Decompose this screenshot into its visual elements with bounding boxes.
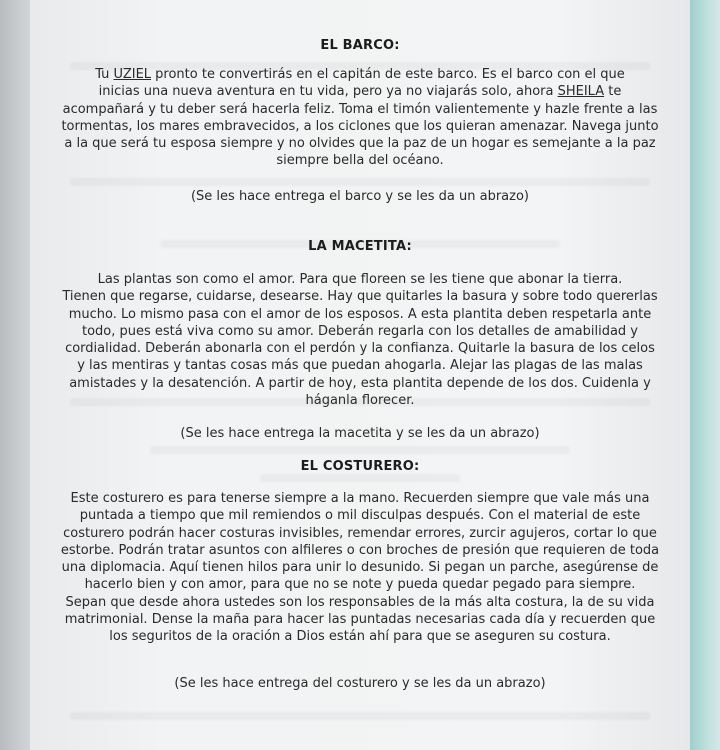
- bleed-through-mark: [70, 712, 650, 720]
- body-line: a la que será tu esposa siempre y no olvides que la paz de un hogar es semejante a la paz: [64, 136, 656, 152]
- body-line: Tienen que regarse, cuidarse, desearse. Hay que quitarles la basura y sobre todo quererlas: [62, 289, 658, 305]
- body-line: todo, pues está viva como su amor. Deberán regarla con los detalles de amabilidad y: [82, 323, 638, 339]
- body-line: los seguritos de la oración a Dios están ahí para que se aseguren su costura.: [109, 629, 611, 645]
- section-caption-macetita: (Se les hace entrega la macetita y se les da un abrazo): [180, 426, 540, 441]
- body-line: puntada a tiempo que mil remiendos o mil disculpas después. Con el material de este: [79, 508, 641, 524]
- section-body-barco: [44, 66, 676, 170]
- bleed-through-mark: [260, 474, 460, 482]
- body-line: una diplomacia. Aquí tienen hilos para unir lo desunido. Si pegan un parche, asegúrense de: [61, 560, 659, 576]
- body-line: Este costurero es para tenerse siempre a la mano. Recuerden siempre que vale más una: [70, 491, 650, 506]
- document-page: [30, 0, 690, 750]
- body-line: háganla florecer.: [305, 393, 415, 409]
- section-heading-barco: EL BARCO:: [320, 38, 400, 53]
- body-line: tormentas, los mares embravecidos, a los ciclones que los quieran amenazar. Navega junto: [61, 118, 659, 134]
- body-line: estorbe. Podrán tratar asuntos con alfileres o con broches de presión que requieren de toda: [60, 542, 660, 558]
- body-line: y las mentiras y tantas cosas más que puedan ahogarla. Alejar las plagas de las malas: [77, 358, 643, 374]
- section-body-macetita: [44, 271, 676, 409]
- body-line: inicias una nueva aventura en tu vida, pero ya no viajarás solo, ahora SHEILA te: [98, 84, 622, 100]
- body-line: hacerlo bien y con amor, para que no se note y pueda quedar pegado para siempre.: [84, 577, 636, 593]
- page-shadow-left: [0, 0, 30, 750]
- body-line: Tu UZIEL pronto te convertirás en el capitán de este barco. Es el barco con el que: [95, 67, 625, 82]
- body-line: cordialidad. Deberán abonarla con el perdón y la confianza. Quitarle la basura de los celos: [65, 341, 655, 357]
- body-line: matrimonial. Dense la maña para hacer las puntadas necesarias cada día y recuerden que: [64, 612, 656, 628]
- name-groom: UZIEL: [113, 67, 152, 82]
- body-line: Sepan que desde ahora ustedes son los responsables de la más alta costura, la de su vida: [65, 594, 655, 610]
- background-edge-right: [690, 0, 720, 750]
- body-line: acompañará y tu deber será hacerla feliz. Toma el timón valientemente y hazle frente a las: [62, 101, 658, 117]
- section-heading-costurero: EL COSTURERO:: [300, 459, 420, 474]
- section-heading-macetita: LA MACETITA:: [308, 239, 412, 254]
- body-line: amistades y la desatención. A partir de hoy, esta plantita depende de los dos. Cuidenla y: [69, 375, 651, 391]
- section-caption-barco: (Se les hace entrega el barco y se les da un abrazo): [190, 189, 530, 204]
- name-bride: SHEILA: [557, 84, 605, 100]
- bleed-through-mark: [150, 446, 570, 454]
- body-line: costurero podrán hacer costuras invisibles, remendar errores, zurcir agujeros, cortar lo que: [63, 525, 657, 541]
- body-line: Las plantas son como el amor. Para que floreen se les tiene que abonar la tierra.: [97, 272, 623, 287]
- body-line: mucho. Lo mismo pasa con el amor de los esposos. A esta plantita deben respetarla ante: [68, 306, 652, 322]
- body-line: siempre bella del océano.: [276, 153, 444, 169]
- section-caption-costurero: (Se les hace entrega del costurero y se les da un abrazo): [174, 676, 546, 691]
- bleed-through-mark: [70, 178, 650, 186]
- section-body-costurero: [44, 490, 676, 646]
